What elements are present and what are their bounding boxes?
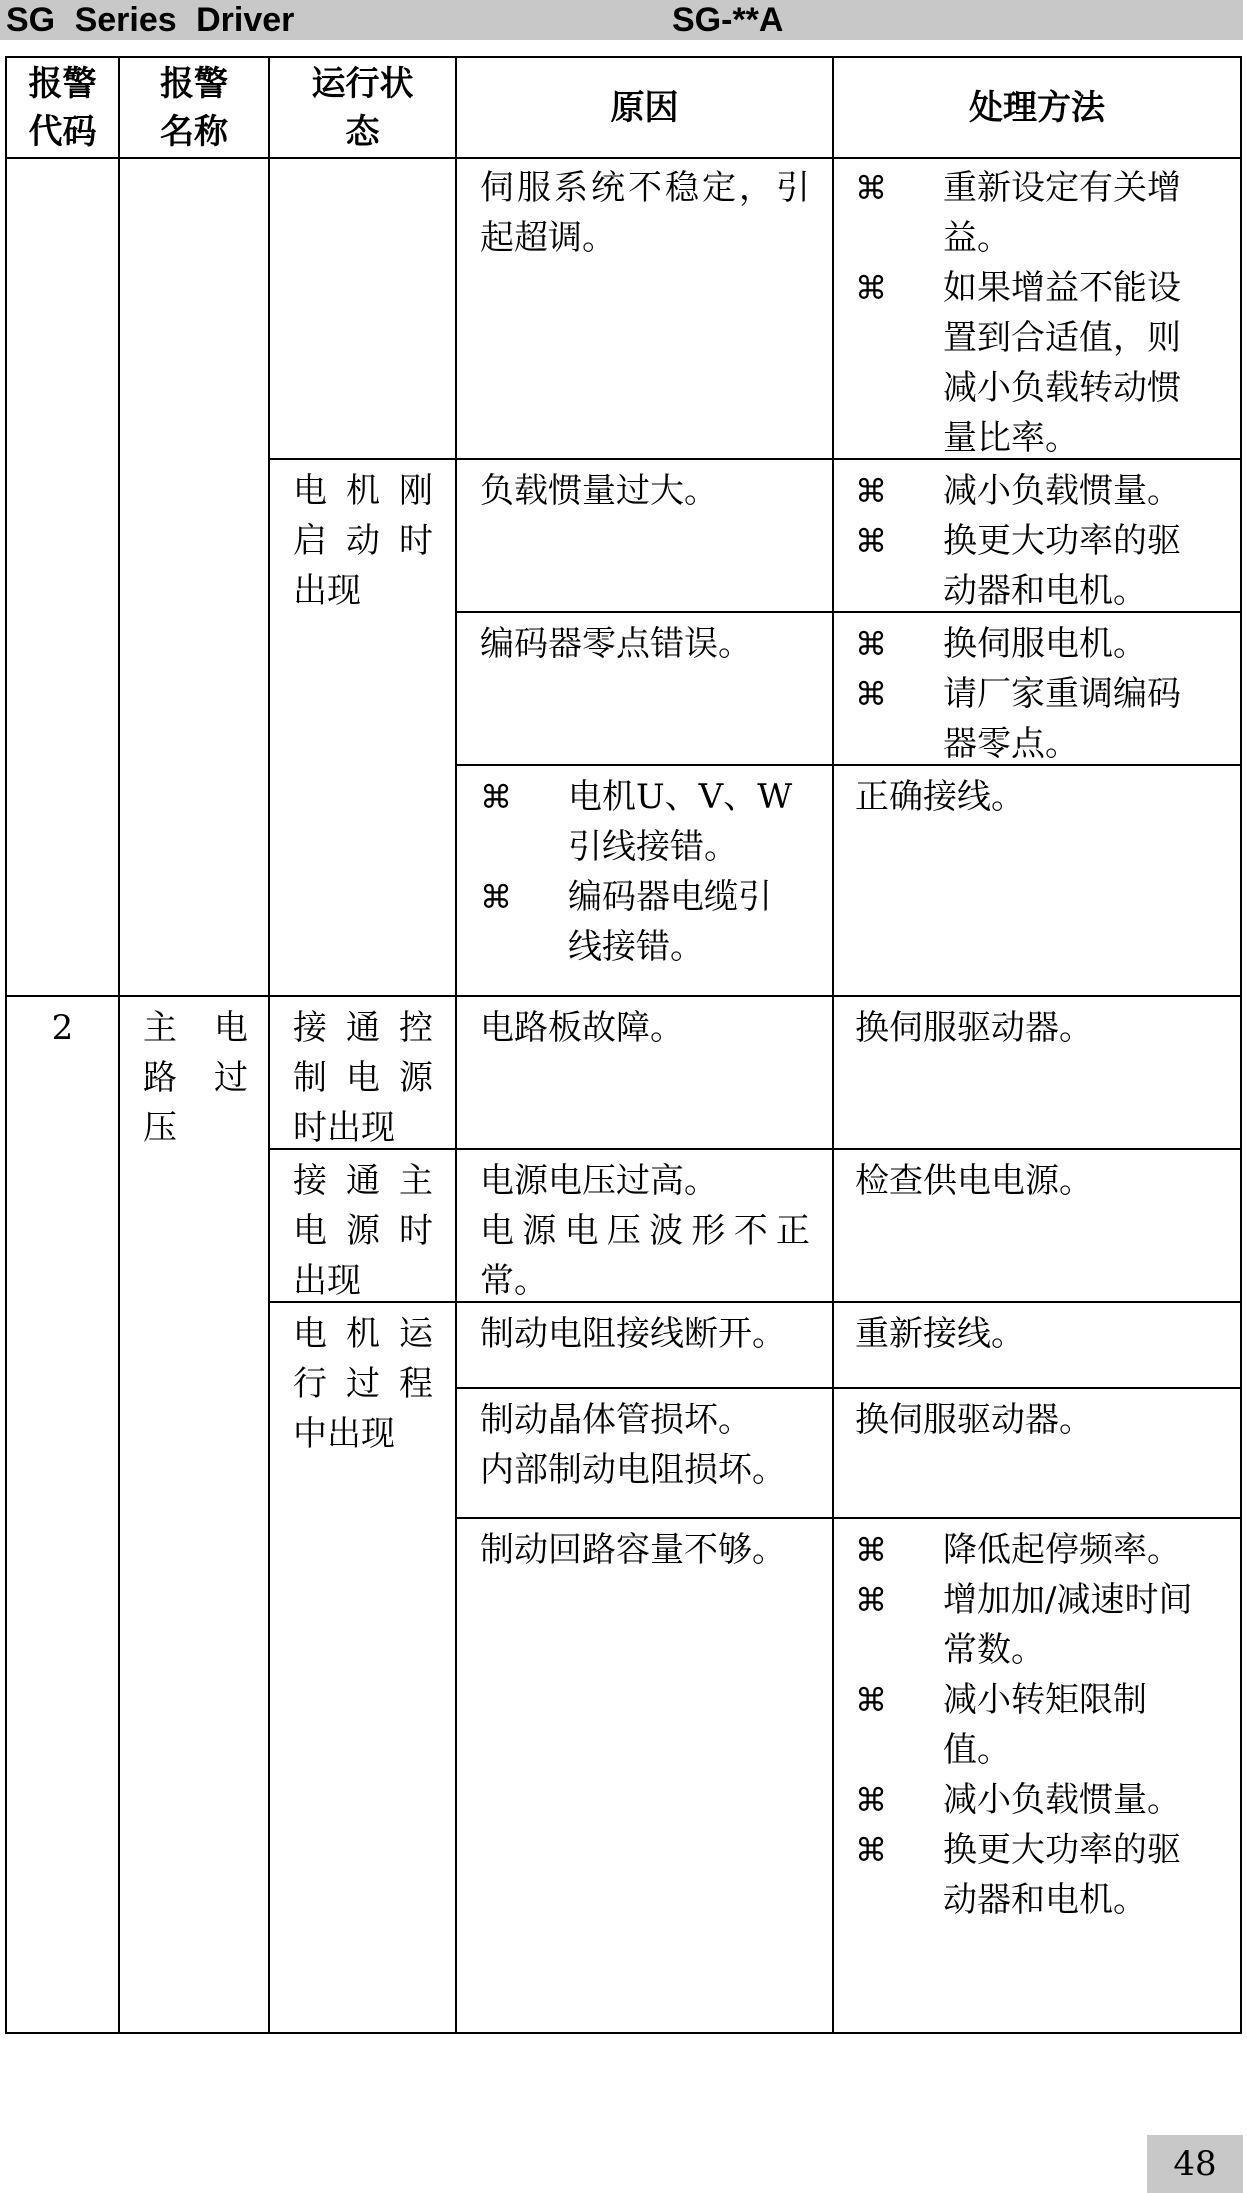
solution-cell: 换伺服驱动器。: [855, 1400, 1093, 1440]
cause-cell: 制动晶体管损坏。 内部制动电阻损坏。: [480, 1400, 786, 1490]
state-cell: 接通主 电源时 出现: [293, 1161, 433, 1301]
col-header-solution: 处理方法: [969, 87, 1105, 128]
bullet-icon: ⌘: [855, 269, 887, 307]
cause-cell: 制动回路容量不够。: [480, 1530, 786, 1570]
solution-list: ⌘ 减小负载惯量。 ⌘ 换更大功率的驱 动器和电机。: [855, 466, 1225, 616]
list-item: ⌘ 减小负载惯量。: [855, 1775, 1225, 1825]
column-divider: [455, 56, 457, 2034]
bullet-icon: ⌘: [855, 1681, 887, 1719]
alarm-name: 主电 路过 压: [143, 1008, 248, 1148]
cause-cell: 伺服系统不稳定，引 起超调。: [480, 168, 810, 258]
row-divider: [457, 1387, 1242, 1389]
list-item: ⌘ 降低起停频率。: [855, 1525, 1225, 1575]
state-cell: 接通控 制电源 时出现: [293, 1008, 433, 1148]
series-title: SG Series Driver: [6, 1, 295, 39]
bullet-icon: ⌘: [855, 169, 887, 207]
bullet-icon: ⌘: [855, 522, 887, 560]
alarm-code: 2: [51, 1008, 74, 1048]
table-border-bottom: [5, 2032, 1242, 2034]
solution-list: ⌘ 降低起停频率。 ⌘ 增加加/减速时间 常数。 ⌘ 减小转矩限制 值。 ⌘ 减小负载惯量。 ⌘ 换更大功率的驱 动器和电机。: [855, 1525, 1225, 1925]
col-header-code: 报警 代码: [28, 63, 97, 152]
col-header-cause: 原因: [610, 87, 679, 128]
list-item: ⌘ 换伺服电机。: [855, 619, 1225, 669]
solution-cell: 检查供电电源。: [855, 1161, 1093, 1201]
list-item: ⌘ 减小负载惯量。: [855, 466, 1225, 516]
bullet-icon: ⌘: [480, 778, 512, 816]
bullet-icon: ⌘: [855, 472, 887, 510]
bullet-icon: ⌘: [855, 1831, 887, 1869]
row-divider: [457, 1517, 1242, 1519]
list-item: ⌘ 重新设定有关增: [855, 163, 1225, 213]
list-item: ⌘ 如果增益不能设: [855, 263, 1225, 313]
header-divider: [5, 157, 1242, 159]
column-divider: [832, 56, 834, 2034]
list-item: ⌘ 换更大功率的驱: [855, 1825, 1225, 1875]
list-item: ⌘ 编码器电缆引: [480, 872, 810, 922]
state-cell: 电机刚 启动时 出现: [293, 471, 433, 611]
column-divider: [268, 56, 270, 2034]
bullet-icon: ⌘: [855, 1781, 887, 1819]
column-divider: [118, 56, 120, 2034]
model-code: SG-**A: [672, 1, 784, 39]
solution-list: ⌘ 重新设定有关增 益。 ⌘ 如果增益不能设 置到合适值，则 减小负载转动惯 量比率。: [855, 163, 1225, 463]
col-header-name: 报警 名称: [160, 63, 228, 152]
list-item: ⌘ 减小转矩限制: [855, 1675, 1225, 1725]
page-header: [0, 0, 1243, 40]
page-number: 48: [1147, 2135, 1243, 2193]
bullet-icon: ⌘: [855, 625, 887, 663]
col-header-state: 运行状 态: [311, 63, 414, 152]
alarm-divider: [5, 995, 1242, 997]
list-item: ⌘ 请厂家重调编码: [855, 669, 1225, 719]
cause-cell: 电源电压过高。 电源电压波形不正 常。: [480, 1161, 810, 1301]
list-item: ⌘ 电机U、V、W: [480, 772, 810, 822]
list-item: ⌘ 换更大功率的驱: [855, 516, 1225, 566]
bullet-icon: ⌘: [855, 1581, 887, 1619]
solution-cell: 重新接线。: [855, 1314, 1025, 1354]
cause-cell: 电路板故障。: [480, 1008, 684, 1048]
cause-cell: 制动电阻接线断开。: [480, 1314, 786, 1354]
bullet-icon: ⌘: [855, 675, 887, 713]
solution-cell: 正确接线。: [855, 777, 1025, 817]
cause-list: ⌘ 电机U、V、W 引线接错。 ⌘ 编码器电缆引 线接错。: [480, 772, 810, 972]
solution-cell: 换伺服驱动器。: [855, 1008, 1093, 1048]
solution-list: ⌘ 换伺服电机。 ⌘ 请厂家重调编码 器零点。: [855, 619, 1225, 769]
bullet-icon: ⌘: [480, 878, 512, 916]
state-cell: 电机运 行过程 中出现: [293, 1314, 433, 1454]
cause-cell: 编码器零点错误。: [480, 624, 752, 664]
cause-cell: 负载惯量过大。: [480, 471, 718, 511]
list-item: ⌘ 增加加/减速时间: [855, 1575, 1225, 1625]
bullet-icon: ⌘: [855, 1531, 887, 1569]
table-border-right: [1240, 56, 1242, 2034]
